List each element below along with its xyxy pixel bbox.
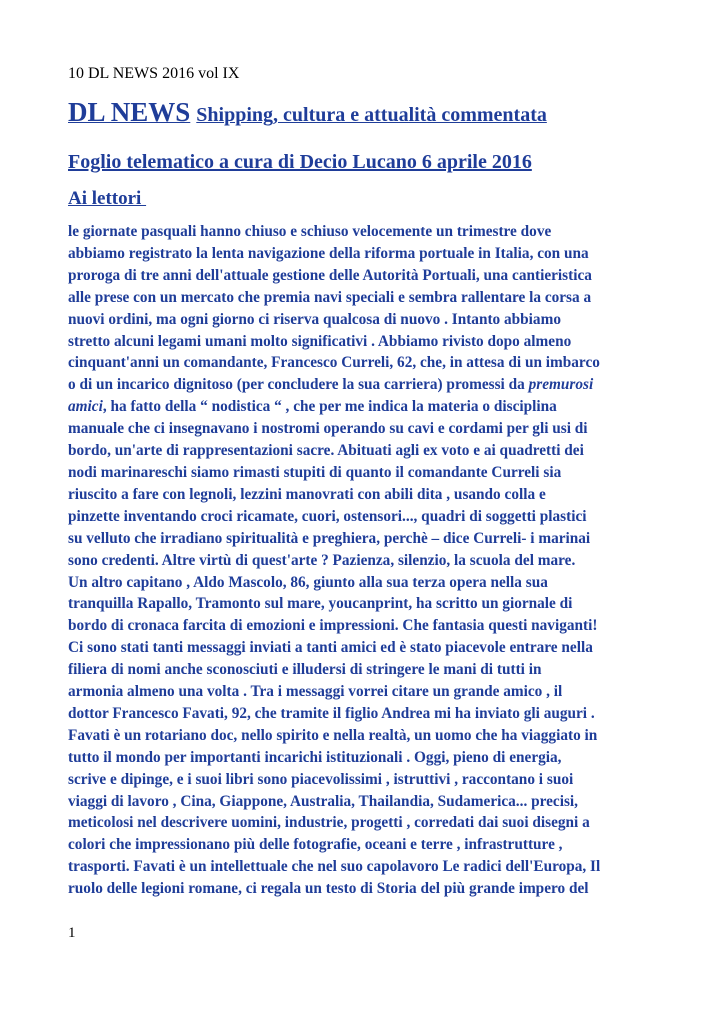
body-line: viaggi di lavoro , Cina, Giappone, Australia, Thailandia, Sudamerica... precisi, — [68, 792, 578, 810]
body-line: scrive e dipinge, e i suoi libri sono piacevolissimi , istruttivi , raccontano i suoi — [68, 770, 574, 788]
brand-title: DL NEWS — [68, 97, 191, 127]
body-line: cinquant'anni un comandante, Francesco Curreli, 62, che, in attesa di un imbarco — [68, 354, 600, 372]
body-line: riuscito a fare con legnoli, lezzini manovrati con abili dita , usando colla e — [68, 485, 546, 503]
body-line: proroga di tre anni dell'attuale gestione delle Autorità Portuali, una cantieristica — [68, 266, 592, 284]
body-line: alle prese con un mercato che premia navi speciali e sembra rallentare la corsa a — [68, 288, 592, 306]
body-segment: o di un incarico dignitoso (per concludere la sua carriera) promessi da — [68, 376, 529, 394]
body-text — [68, 221, 658, 900]
page-number: 1 — [68, 925, 76, 941]
body-line-mixed — [68, 374, 658, 396]
body-line: nodi marinareschi siamo rimasti stupiti di quanto il comandante Curreli sia — [68, 463, 562, 481]
body-line: Ci sono stati tanti messaggi inviati a tanti amici ed è stato piacevole entrare nella — [68, 639, 593, 657]
body-line: trasporti. Favati è un intellettuale che nel suo capolavoro Le radici dell'Europa, Il — [68, 858, 601, 876]
body-segment: , ha fatto della “ nodistica “ , che per me indica la materia o disciplina — [102, 398, 557, 416]
body-line-mixed — [68, 396, 658, 418]
body-line: Un altro capitano , Aldo Mascolo, 86, giunto alla sua terza opera nella sua — [68, 573, 548, 591]
body-line: abbiamo registrato la lenta navigazione della riforma portuale in Italia, con una — [68, 244, 589, 262]
body-line: pinzette inventando croci ricamate, cuori, ostensori..., quadri di soggetti plastici — [68, 507, 587, 525]
tagline: Shipping, cultura e attualità commentata — [196, 104, 547, 126]
body-line: tutto il mondo per importanti incarichi istituzionali . Oggi, pieno di energia, — [68, 748, 562, 766]
italic-segment: amici — [68, 398, 103, 416]
body-line: dottor Francesco Favati, 92, che tramite il figlio Andrea mi ha inviato gli auguri . — [68, 704, 595, 722]
document-page — [68, 64, 668, 900]
issue-line: 10 DL NEWS 2016 vol IX — [68, 65, 240, 82]
body-line: stretto alcuni legami umani molto significativi . Abbiamo rivisto dopo almeno — [68, 332, 572, 350]
body-line: filiera di nomi anche sconosciuti e illudersi di stringere le mani di tutti in — [68, 661, 542, 679]
body-line: colori che impressionano più delle fotografie, oceani e terre , infrastrutture , — [68, 836, 563, 854]
body-line: sono credenti. Altre virtù di quest'arte ? Pazienza, silenzio, la scuola del mare. — [68, 551, 576, 569]
subtitle: Foglio telematico a cura di Decio Lucano 6 aprile 2016 — [68, 151, 532, 173]
body-line: nuovi ordini, ma ogni giorno ci riserva qualcosa di nuovo . Intanto abbiamo — [68, 310, 561, 328]
body-line: manuale che ci insegnavano i nostromi operando su cavi e cordami per gli usi di — [68, 420, 588, 438]
body-line: bordo di cronaca farcita di emozioni e impressioni. Che fantasia questi naviganti! — [68, 617, 598, 635]
body-line: le giornate pasquali hanno chiuso e schiuso velocemente un trimestre dove — [68, 223, 552, 240]
body-line: tranquilla Rapallo, Tramonto sul mare, youcanprint, ha scritto un giornale di — [68, 595, 573, 613]
body-line: Favati è un rotariano doc, nello spirito e nella realtà, un uomo che ha viaggiato in — [68, 726, 598, 744]
italic-segment: premurosi — [528, 376, 594, 394]
section-title: Ai lettori — [68, 188, 147, 209]
body-line: bordo, un'arte di rappresentazioni sacre. Abituati agli ex voto e ai quadretti dei — [68, 442, 584, 460]
body-line: armonia almeno una volta . Tra i messaggi vorrei citare un grande amico , il — [68, 683, 563, 701]
body-line: su velluto che irradiano spiritualità e preghiera, perchè – dice Curreli- i marinai — [68, 529, 591, 547]
masthead — [68, 96, 668, 133]
body-line: meticolosi nel descrivere uomini, industrie, progetti , corredati dai suoi disegni a — [68, 814, 590, 832]
body-line: ruolo delle legioni romane, ci regala un testo di Storia del più grande impero del — [68, 880, 589, 898]
